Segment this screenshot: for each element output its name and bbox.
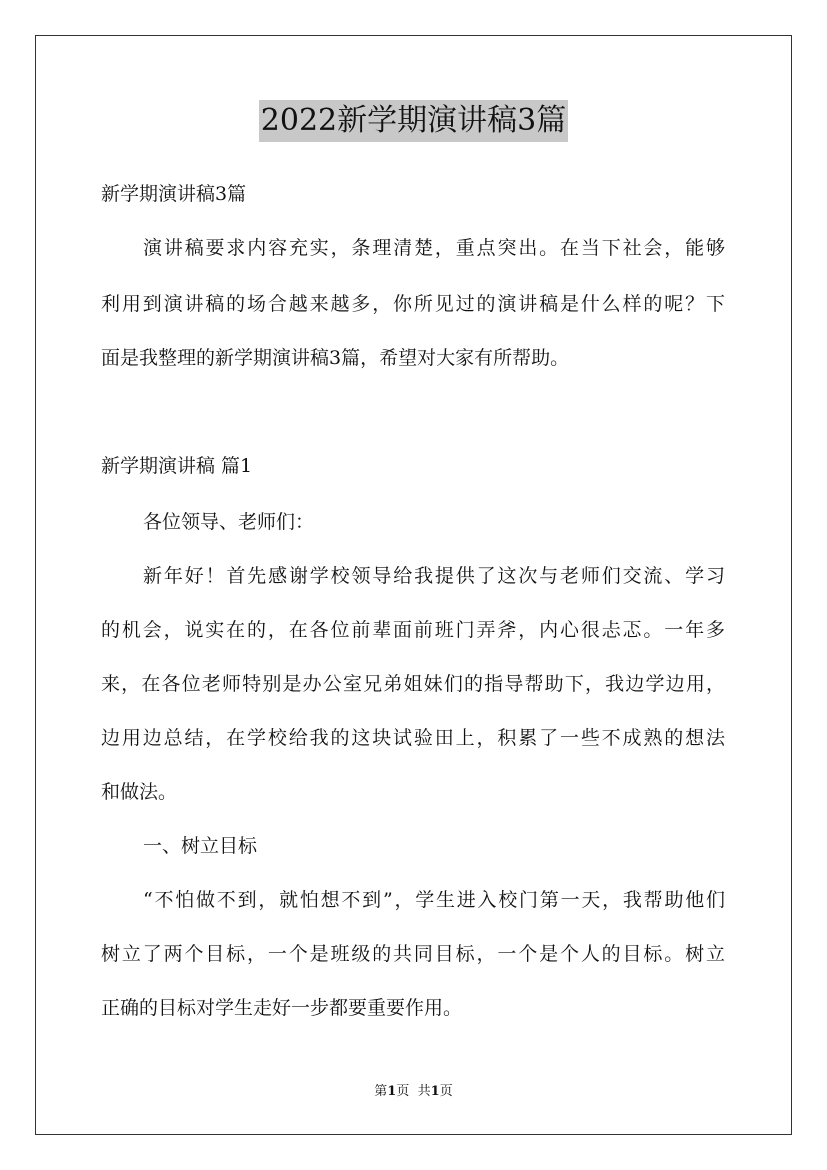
page-footer [0, 1084, 827, 1100]
total-label-prefix: 共 [417, 1084, 431, 1099]
paragraph-line: “不怕做不到，就怕想不到”，学生进入校门第一天，我帮助他们 [143, 889, 725, 911]
subtitle-line: 新学期演讲稿3篇 [101, 183, 247, 205]
paragraph-line: 和做法。 [101, 781, 178, 803]
paragraph-line: 来，在各位老师特别是办公室兄弟姐妹们的指导帮助下，我边学边用， [101, 673, 725, 695]
section-heading: 新学期演讲稿 篇1 [101, 455, 253, 477]
paragraph-line: 利用到演讲稿的场合越来越多，你所见过的演讲稿是什么样的呢？下 [101, 293, 725, 315]
document-title: 2022新学期演讲稿3篇 [259, 100, 568, 142]
title-wrap [0, 100, 827, 142]
page-number: 1 [387, 1084, 397, 1099]
paragraph-line: 面是我整理的新学期演讲稿3篇，希望对大家有所帮助。 [101, 347, 570, 369]
total-label-suffix: 页 [439, 1084, 453, 1099]
paragraph-line: 正确的目标对学生走好一步都要重要作用。 [101, 997, 463, 1019]
paragraph-line: 新年好！首先感谢学校领导给我提供了这次与老师们交流、学习 [143, 565, 725, 587]
page-label-prefix: 第 [374, 1084, 388, 1099]
paragraph-line: 边用边总结，在学校给我的这块试验田上，积累了一些不成熟的想法 [101, 727, 725, 749]
total-pages: 1 [430, 1084, 440, 1099]
page-label-suffix: 页 [396, 1084, 410, 1099]
paragraph-line: 的机会，说实在的，在各位前辈面前班门弄斧，内心很忐忑。一年多 [101, 619, 725, 641]
greeting-line: 各位领导、老师们： [143, 511, 315, 533]
paragraph-line: 树立了两个目标，一个是班级的共同目标，一个是个人的目标。树立 [101, 943, 725, 965]
subsection-heading: 一、树立目标 [143, 835, 258, 857]
paragraph-line: 演讲稿要求内容充实，条理清楚，重点突出。在当下社会，能够 [143, 237, 725, 259]
